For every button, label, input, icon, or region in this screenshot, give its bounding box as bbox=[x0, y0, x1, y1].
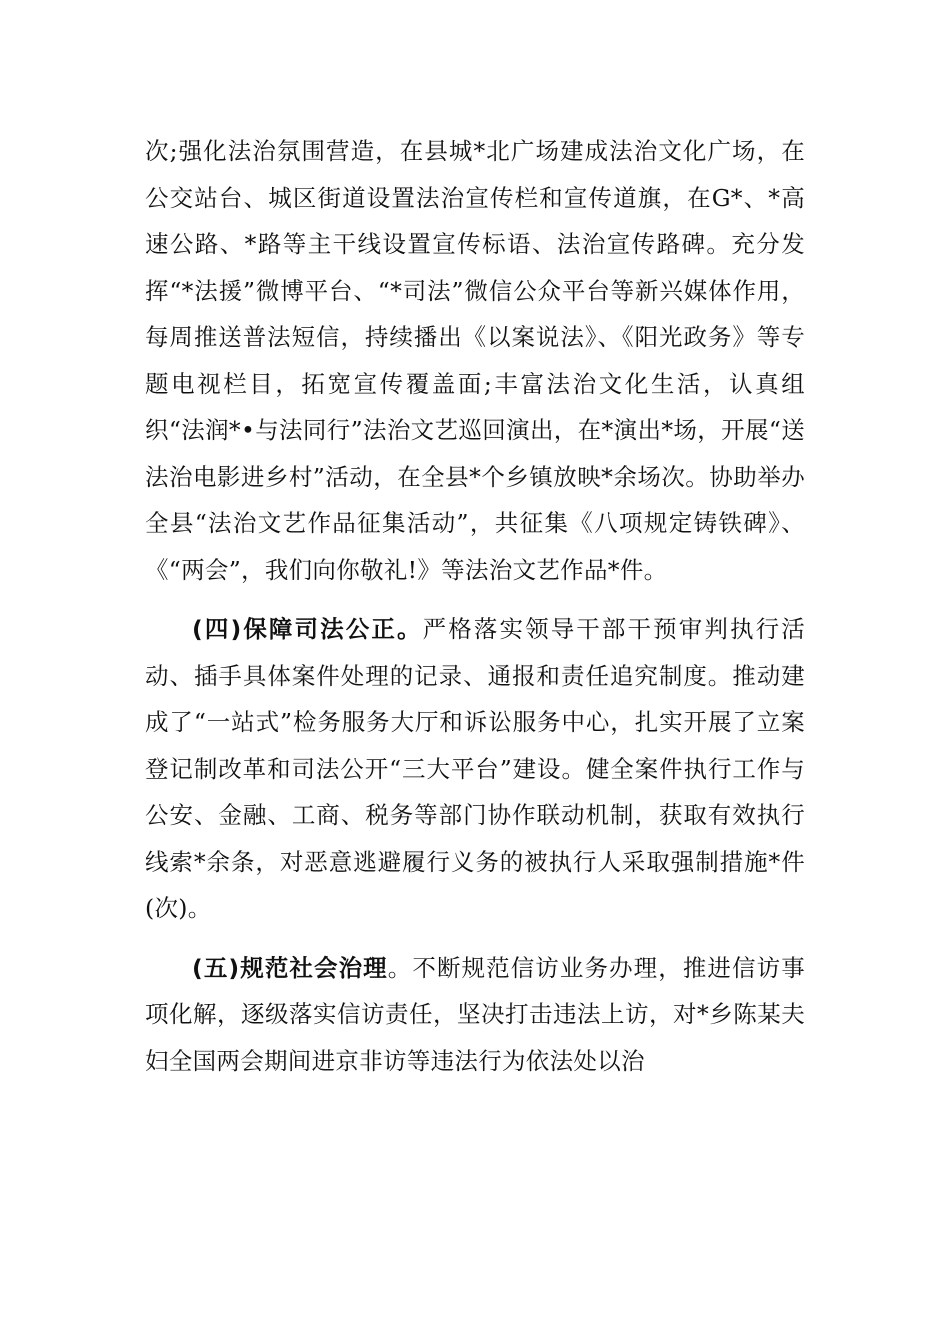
paragraph-continuation bbox=[145, 128, 805, 593]
paragraph-text: 。不断规范信访业务办理，推进信访事项化解，逐级落实信访责任，坚决打击违法上访，对*乡陈某夫妇全国两会期间进京非访等违法行为依法处以治 bbox=[145, 953, 805, 1075]
section-heading-5: (五)规范社会治理 bbox=[192, 953, 388, 982]
document-body bbox=[145, 128, 805, 1084]
paragraph-judicial-fairness bbox=[145, 606, 805, 932]
paragraph-social-governance bbox=[145, 945, 805, 1085]
paragraph-text: 次;强化法治氛围营造，在县城*北广场建成法治文化广场，在公交站台、城区街道设置法治宣传栏和宣传道旗，在G*、*高速公路、*路等主干线设置宣传标语、法治宣传路碑。充分发挥“*法援”微博平台、“*司法”微信公众平台等新兴媒体作用，每周推送普法短信，持续播出《以案说法》、《阳光政务》等专题电视栏目，拓宽宣传覆盖面;丰富法治文化生活，认真组织“法润*•与法同行”法治文艺巡回演出，在*演出*场，开展“送法治电影进乡村”活动，在全县*个乡镇放映*余场次。协助举办全县“法治文艺作品征集活动”，共征集《八项规定铸铁碑》、《“两会”，我们向你敬礼!》等法治文艺作品*件。 bbox=[145, 137, 805, 584]
paragraph-text: 严格落实领导干部干预审判执行活动、插手具体案件处理的记录、通报和责任追究制度。推动建成了“一站式”检务服务大厅和诉讼服务中心，扎实开展了立案登记制改革和司法公开“三大平台”建设。健全案件执行工作与公安、金融、工商、税务等部门协作联动机制，获取有效执行线索*余条，对恶意逃避履行义务的被执行人采取强制措施*件(次)。 bbox=[145, 615, 806, 922]
section-heading-4: (四)保障司法公正。 bbox=[192, 615, 423, 643]
